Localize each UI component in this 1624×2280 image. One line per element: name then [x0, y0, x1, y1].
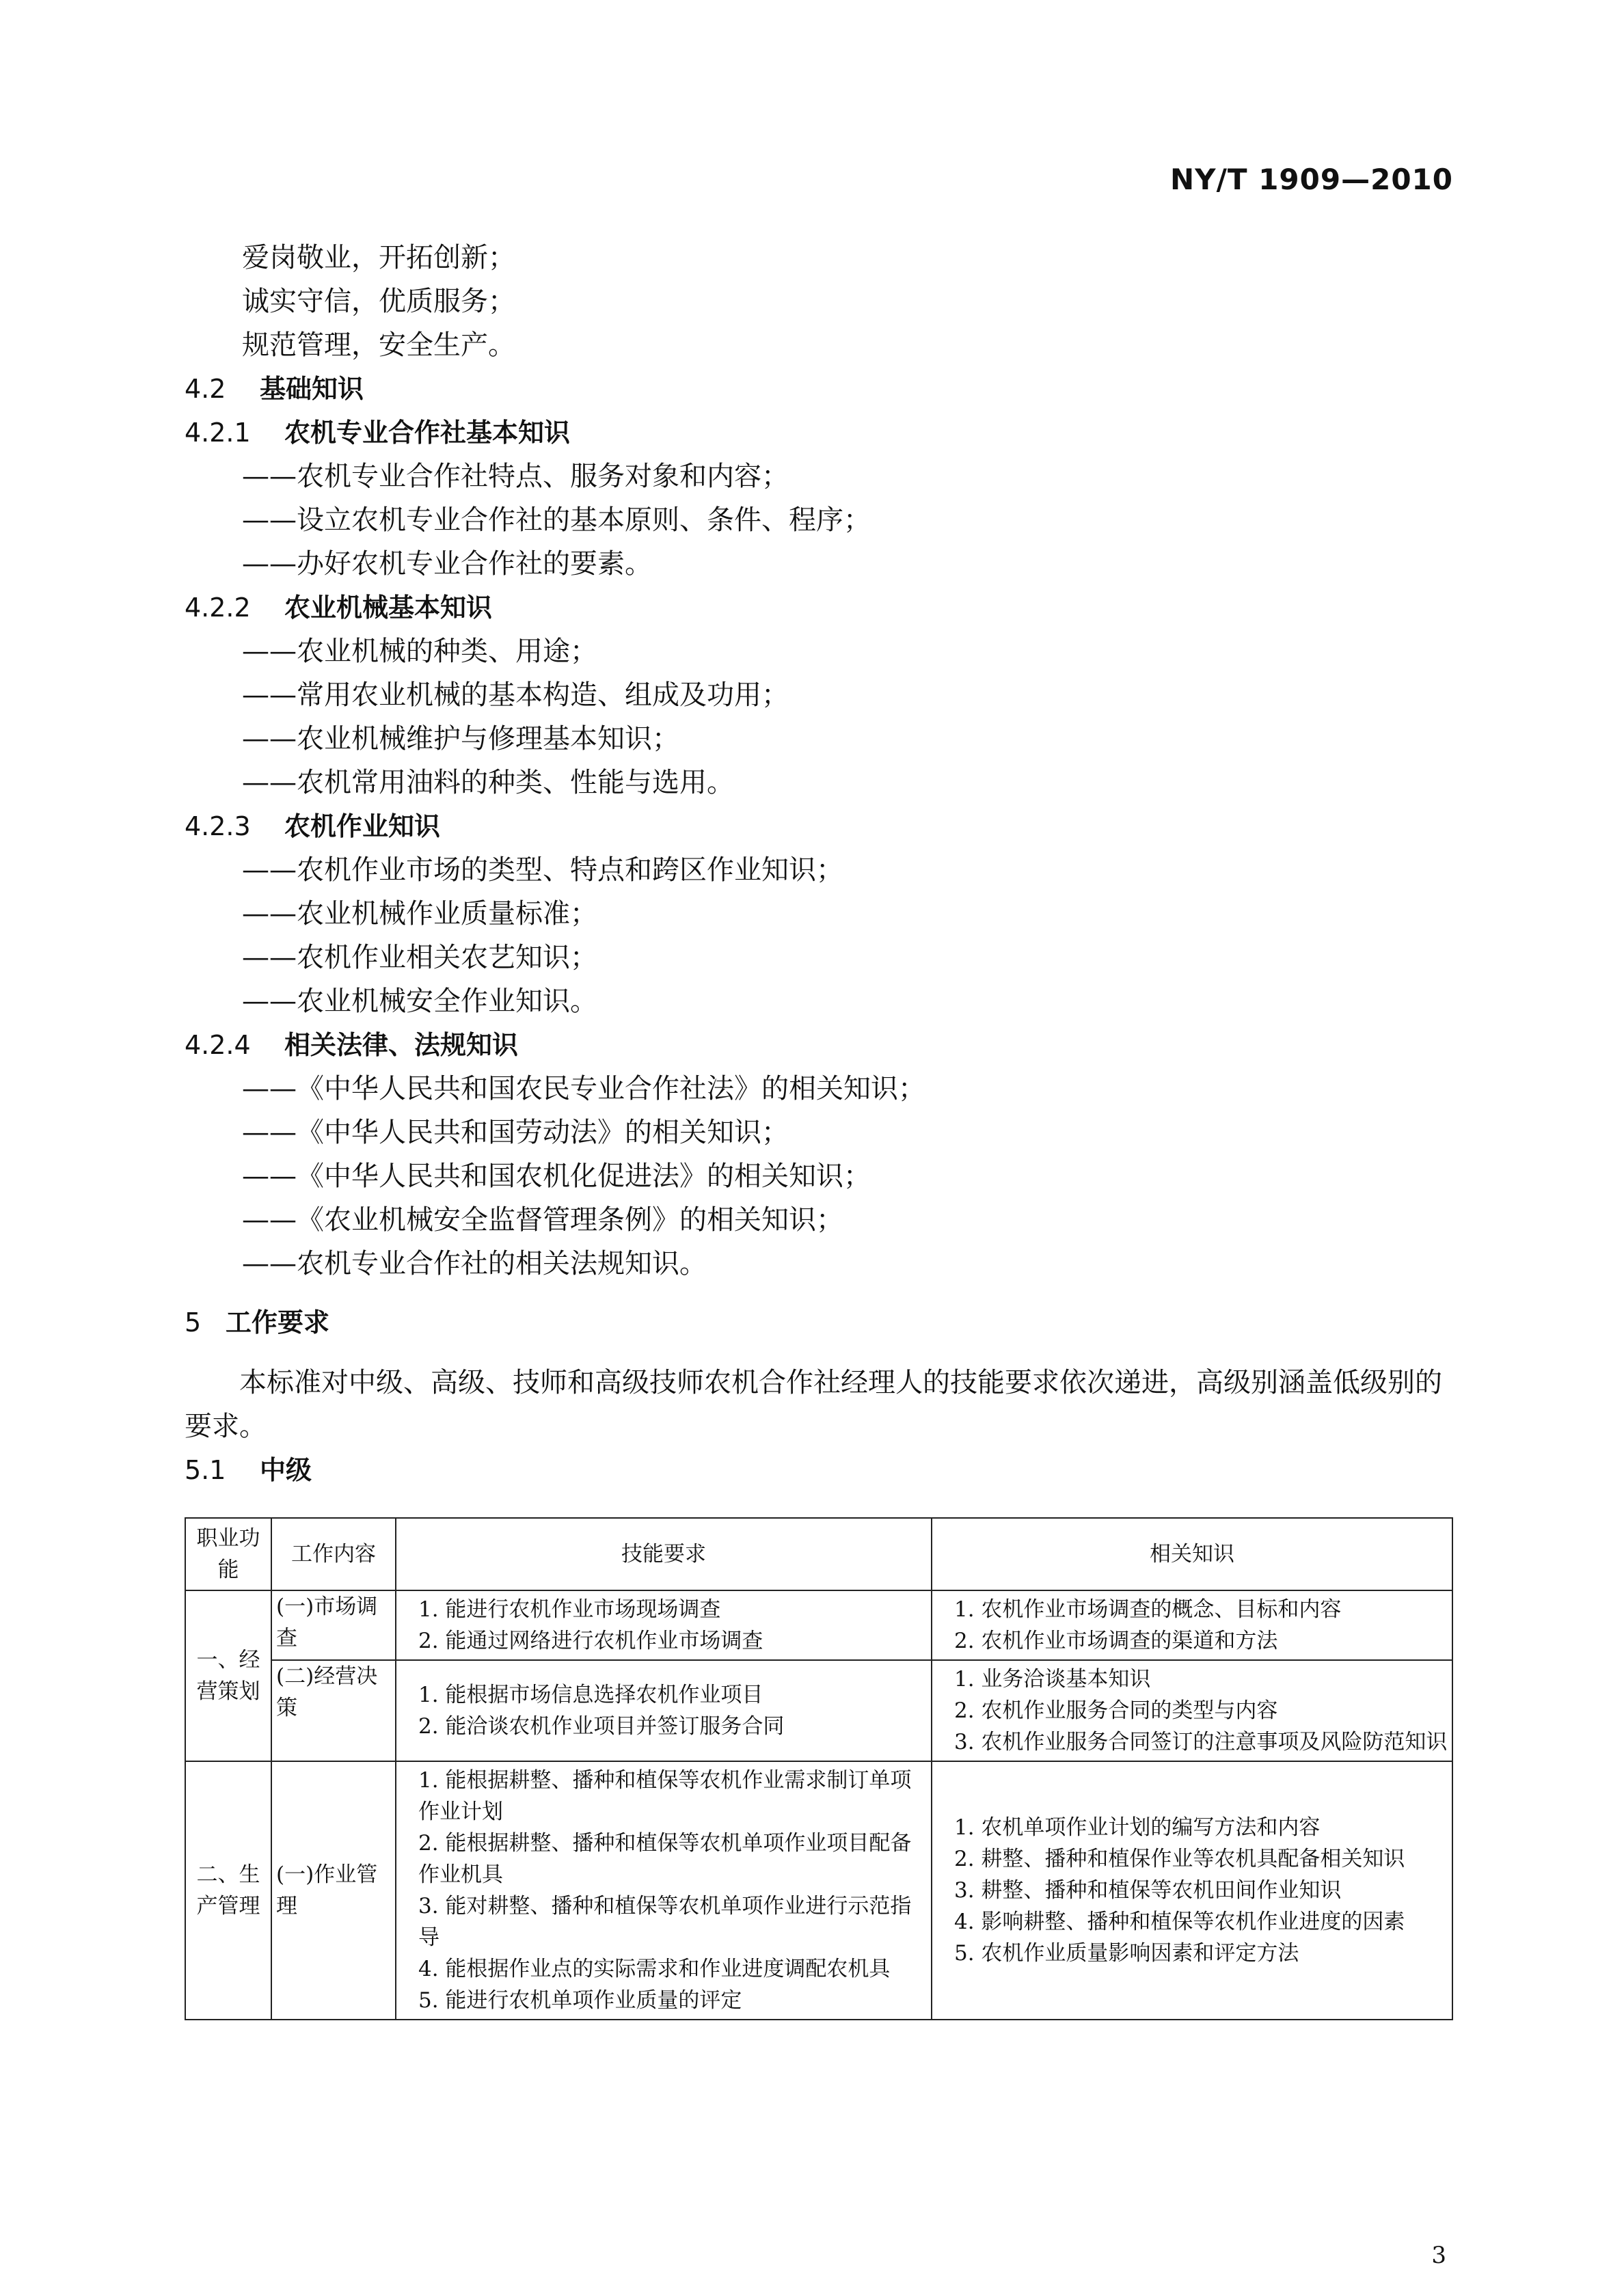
table-header-row	[185, 1518, 1452, 1590]
list-item: ——农机作业相关农艺知识；	[242, 942, 597, 973]
section-number: 4.2.3	[185, 811, 251, 841]
list-item: ——农业机械安全作业知识。	[242, 986, 597, 1017]
list-item: ——农业机械作业质量标准；	[242, 898, 597, 929]
table-row	[185, 1660, 1452, 1761]
work-cell: (一)市场调查	[271, 1590, 396, 1660]
section-number: 5.1	[185, 1455, 226, 1485]
subsection-heading-4-2-3	[185, 804, 1463, 848]
list-item: ——农机专业合作社的相关法规知识。	[242, 1248, 707, 1279]
work-cell: (二)经营决策	[271, 1660, 396, 1761]
list-item: 3. 农机作业服务合同签订的注意事项及风险防范知识	[954, 1730, 1448, 1754]
list-item: ——农业机械维护与修理基本知识；	[242, 723, 679, 755]
function-cell: 二、生产管理	[185, 1761, 271, 2020]
section-number: 4.2.4	[185, 1030, 251, 1060]
text-line: 诚实守信，优质服务；	[242, 286, 515, 317]
section-heading-5	[185, 1301, 1463, 1344]
list-item: ——《中华人民共和国农机化促进法》的相关知识；	[242, 1161, 871, 1192]
section-title: 中级	[260, 1455, 312, 1485]
document-body	[185, 236, 1463, 1492]
list-item: ——常用农业机械的基本构造、组成及功用；	[242, 679, 789, 711]
page-number: 3	[1431, 2242, 1446, 2269]
list-item: ——《中华人民共和国农民专业合作社法》的相关知识；	[242, 1073, 925, 1104]
list-item: 1. 农机作业市场调查的概念、目标和内容	[954, 1597, 1342, 1622]
section-title: 基础知识	[260, 374, 364, 404]
knowledge-cell	[932, 1761, 1452, 2020]
subsection-heading-5-1	[185, 1448, 1463, 1492]
requirements-table	[185, 1517, 1453, 2020]
list-item: 1. 业务洽谈基本知识	[954, 1667, 1151, 1692]
section-number: 4.2.2	[185, 593, 251, 623]
header-cell: 技能要求	[396, 1518, 932, 1590]
section-number: 4.2	[185, 374, 226, 404]
list-item: 2. 能根据耕整、播种和植保等农机单项作业项目配备作业机具	[418, 1831, 912, 1887]
function-cell: 一、经营策划	[185, 1590, 271, 1761]
list-item: 5. 农机作业质量影响因素和评定方法	[954, 1941, 1299, 1966]
list-item: 3. 能对耕整、播种和植保等农机单项作业进行示范指导	[418, 1894, 912, 1950]
section-title: 工作要求	[226, 1307, 330, 1338]
list-item: 2. 能洽谈农机作业项目并签订服务合同	[418, 1714, 785, 1739]
list-item: 2. 耕整、播种和植保作业等农机具配备相关知识	[954, 1847, 1405, 1871]
section-number: 4.2.1	[185, 418, 251, 448]
list-item: ——办好农机专业合作社的要素。	[242, 548, 652, 580]
list-item: ——农机作业市场的类型、特点和跨区作业知识；	[242, 854, 843, 886]
list-item: ——农机专业合作社特点、服务对象和内容；	[242, 461, 789, 492]
skills-cell	[396, 1761, 932, 2020]
header-cell: 工作内容	[271, 1518, 396, 1590]
list-item: 1. 能根据耕整、播种和植保等农机作业需求制订单项作业计划	[418, 1768, 912, 1824]
section-number: 5	[185, 1307, 202, 1338]
subsection-heading-4-2-2	[185, 586, 1463, 629]
section-title: 农机专业合作社基本知识	[284, 418, 571, 448]
knowledge-cell	[932, 1660, 1452, 1761]
section-heading-4-2	[185, 367, 1463, 411]
paragraph: 本标准对中级、高级、技师和高级技师农机合作社经理人的技能要求依次递进，高级别涵盖低级别的要求。	[185, 1367, 1442, 1442]
list-item: 2. 农机作业服务合同的类型与内容	[954, 1698, 1278, 1723]
list-item: ——农业机械的种类、用途；	[242, 636, 597, 667]
section-title: 相关法律、法规知识	[284, 1030, 519, 1060]
list-item: ——《中华人民共和国劳动法》的相关知识；	[242, 1117, 789, 1148]
knowledge-cell	[932, 1590, 1452, 1660]
list-item: 4. 影响耕整、播种和植保等农机作业进度的因素	[954, 1910, 1405, 1934]
subsection-heading-4-2-4	[185, 1023, 1463, 1067]
work-cell: (一)作业管理	[271, 1761, 396, 2020]
list-item: 2. 农机作业市场调查的渠道和方法	[954, 1629, 1278, 1653]
table-row	[185, 1590, 1452, 1660]
text-line: 规范管理，安全生产。	[242, 329, 515, 361]
table-row	[185, 1761, 1452, 2020]
list-item: 5. 能进行农机单项作业质量的评定	[418, 1988, 742, 2013]
standard-code: NY/T 1909—2010	[1170, 163, 1453, 196]
list-item: 3. 耕整、播种和植保等农机田间作业知识	[954, 1878, 1342, 1903]
list-item: 1. 农机单项作业计划的编写方法和内容	[954, 1815, 1321, 1840]
section-title: 农业机械基本知识	[284, 593, 493, 623]
subsection-heading-4-2-1	[185, 411, 1463, 454]
text-line: 爱岗敬业，开拓创新；	[242, 242, 515, 273]
list-item: 1. 能进行农机作业市场现场调查	[418, 1597, 721, 1622]
skills-cell	[396, 1590, 932, 1660]
list-item: ——《农业机械安全监督管理条例》的相关知识；	[242, 1204, 843, 1236]
header-cell: 相关知识	[932, 1518, 1452, 1590]
list-item: ——设立农机专业合作社的基本原则、条件、程序；	[242, 504, 871, 536]
skills-cell	[396, 1660, 932, 1761]
list-item: 4. 能根据作业点的实际需求和作业进度调配农机具	[418, 1957, 891, 1981]
section-title: 农机作业知识	[284, 811, 441, 841]
header-cell: 职业功能	[185, 1518, 271, 1590]
list-item: 2. 能通过网络进行农机作业市场调查	[418, 1629, 763, 1653]
list-item: 1. 能根据市场信息选择农机作业项目	[418, 1683, 763, 1707]
list-item: ——农机常用油料的种类、性能与选用。	[242, 767, 734, 798]
